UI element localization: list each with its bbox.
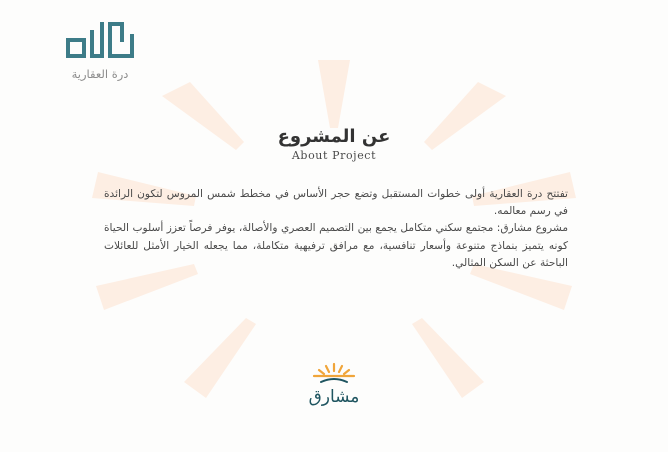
company-name: درة العقارية [71, 67, 129, 81]
sunburst-ray [184, 318, 256, 398]
sunburst-ray [412, 318, 484, 398]
project-description [104, 186, 568, 272]
sunrise-icon [309, 362, 359, 384]
brand-name: مشارق [308, 387, 360, 407]
description-paragraph: مشروع مشارق: مجتمع سكني متكامل يجمع بين التصميم العصري والأصالة، يوفر فرصاً تعزز أسلوب الحياة كونه يتميز بنماذج متنوعة وأسعار تنافسية، مع مرافق ترفيهية متكاملة، مما يجعله الخيار الأمثل للعائلات الباحثة عن السكن المثالي. [104, 222, 568, 269]
description-paragraph: تفتتح درة العقارية أولى خطوات المستقبل وتضع حجر الأساس في مخطط شمس المروس لتكون الرائدة في رسم معالمه. [104, 188, 568, 218]
sunburst-ray [318, 60, 350, 128]
mashariq-brand [268, 362, 400, 418]
company-logo [40, 18, 160, 82]
section-title-arabic: عن المشروع [277, 126, 391, 147]
section-heading [0, 126, 668, 164]
durra-logo-icon [40, 18, 160, 62]
section-title-english: About Project [291, 149, 377, 162]
